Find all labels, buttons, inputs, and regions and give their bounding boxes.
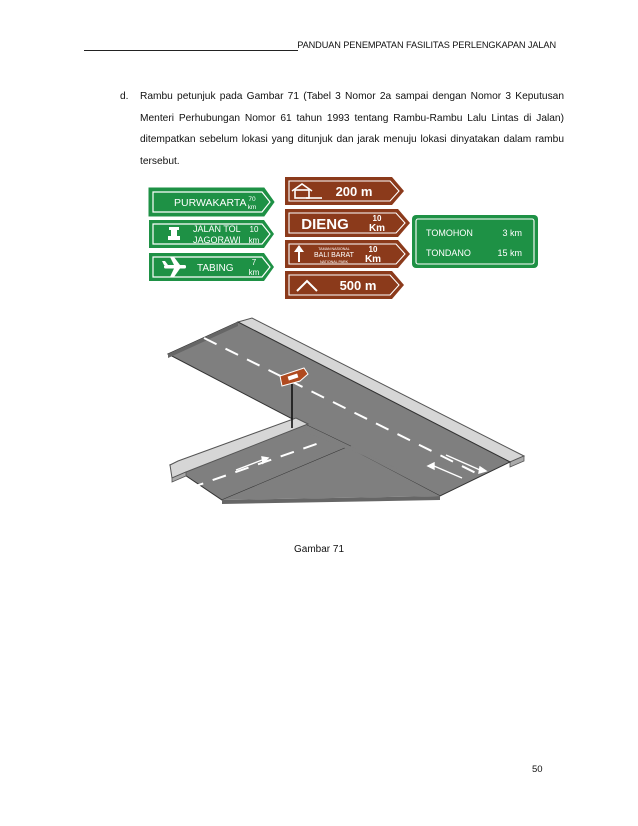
brown-sign-500m bbox=[285, 271, 404, 299]
green-list-sign bbox=[412, 215, 538, 268]
figure-caption: Gambar 71 bbox=[293, 544, 345, 555]
list-place: TONDANO bbox=[426, 248, 471, 258]
sign-small-text: TAMAN NASIONAL bbox=[318, 247, 350, 251]
sign-distance: 70 bbox=[248, 196, 256, 203]
green-sign-tabing bbox=[149, 253, 274, 281]
list-place: TOMOHON bbox=[426, 228, 473, 238]
page-number: 50 bbox=[532, 764, 543, 775]
sign-text: DIENG bbox=[301, 216, 349, 233]
sign-unit: Km bbox=[364, 254, 382, 265]
sign-text: PURWAKARTA bbox=[174, 197, 247, 209]
header-title: PANDUAN PENEMPATAN FASILITAS PERLENGKAPAN JALAN bbox=[297, 40, 556, 50]
list-distance: 15 km bbox=[497, 248, 522, 258]
brown-sign-dieng bbox=[285, 209, 410, 237]
sign-distance: 10 bbox=[372, 214, 382, 223]
brown-sign-200m bbox=[285, 177, 404, 205]
list-distance: 3 km bbox=[502, 228, 522, 238]
sign-unit: Km bbox=[368, 223, 386, 234]
list-label: d. bbox=[120, 91, 129, 102]
sign-text: 500 m bbox=[339, 278, 377, 293]
green-sign-purwakarta bbox=[149, 188, 274, 216]
sign-text: BALI BARAT bbox=[314, 252, 354, 259]
sign-unit: km bbox=[248, 268, 260, 277]
sign-text: TABING bbox=[197, 263, 234, 274]
sign-distance: 7 bbox=[251, 258, 257, 267]
sign-distance: 10 bbox=[249, 225, 259, 234]
sign-text: 200 m bbox=[335, 184, 373, 199]
sign-unit: km bbox=[247, 204, 257, 211]
sign-unit: km bbox=[248, 236, 260, 245]
sign-text-line2: JAGORAWI bbox=[193, 235, 241, 245]
sign-text-line1: JALAN TOL bbox=[193, 224, 241, 234]
sign-small-text: NATIONAL PARK bbox=[319, 260, 349, 264]
road-illustration bbox=[168, 318, 524, 504]
paragraph-text: Rambu petunjuk pada Gambar 71 (Tabel 3 Nomor 2a sampai dengan Nomor 3 Keputusan Menteri Perhubungan Nomor 61 tahun 1993 tentang Rambu-Rambu Lalu Lintas di Jalan) ditempatkan sebelum lokasi yang ditunjuk dan jarak menuju lokasi dinyatakan dalam rambu tersebut. bbox=[140, 91, 564, 167]
sign-distance: 10 bbox=[368, 245, 378, 254]
brown-sign-bali-barat bbox=[285, 240, 410, 268]
green-sign-jagorawi bbox=[149, 220, 274, 248]
